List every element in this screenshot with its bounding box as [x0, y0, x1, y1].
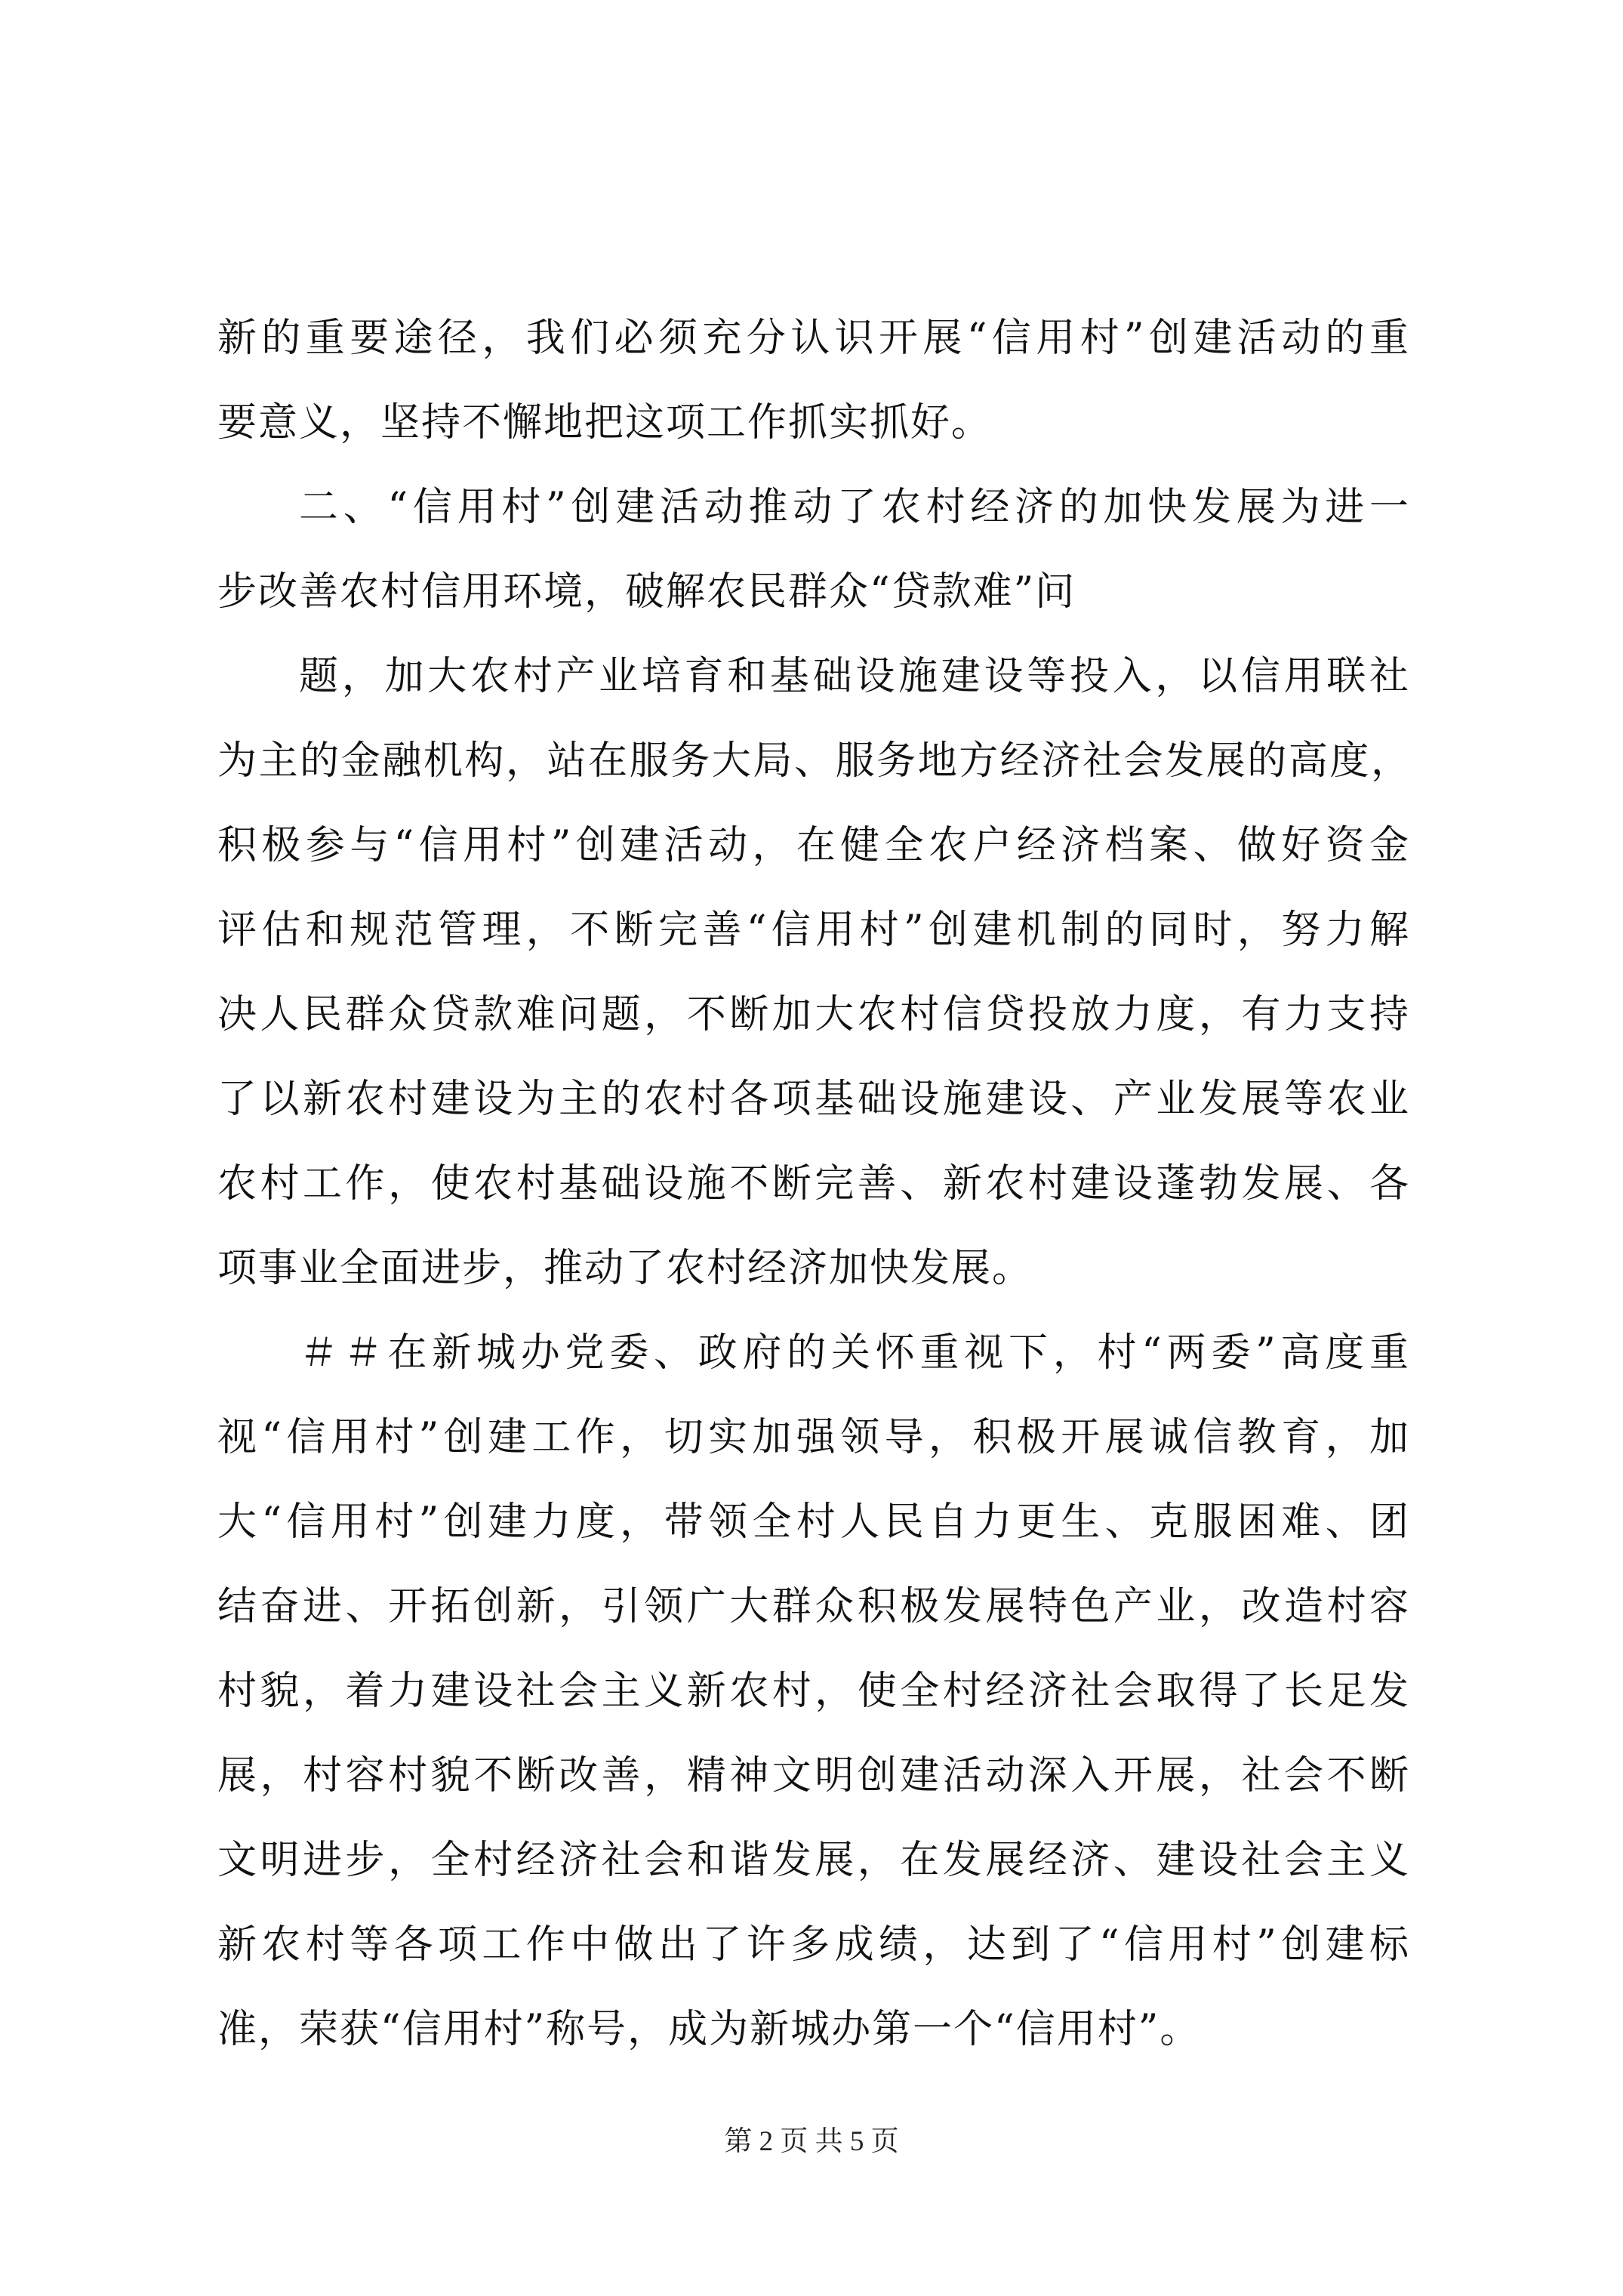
- text-line: 二、“信用村”创建活动推动了农村经济的加快发展为进一: [299, 485, 1410, 530]
- text-line: 要意义，坚持不懈地把这项工作抓实抓好。: [217, 400, 993, 445]
- text-line: 评估和规范管理，不断完善“信用村”创建机制的同时，努力解: [217, 908, 1410, 953]
- text-line: 展，村容村貌不断改善，精神文明创建活动深入开展，社会不断: [217, 1753, 1410, 1798]
- text-line: 农村工作，使农村基础设施不断完善、新农村建设蓬勃发展、各: [217, 1161, 1410, 1207]
- text-line: 题，加大农村产业培育和基础设施建设等投入，以信用联社: [299, 654, 1410, 699]
- text-line: 结奋进、开拓创新，引领广大群众积极发展特色产业，改造村容: [217, 1584, 1410, 1629]
- document-body: [217, 296, 1410, 2072]
- text-line: 积极参与“信用村”创建活动，在健全农户经济档案、做好资金: [217, 823, 1410, 868]
- text-line: 为主的金融机构，站在服务大局、服务地方经济社会发展的高度，: [217, 738, 1410, 784]
- text-line: 新农村等各项工作中做出了许多成绩，达到了“信用村”创建标: [217, 1922, 1410, 1968]
- text-line: 准，荣获“信用村”称号，成为新城办第一个“信用村”。: [217, 2007, 1201, 2052]
- page-number: 第 2 页 共 5 页: [724, 2126, 899, 2157]
- text-line: 大“信用村”创建力度，带领全村人民自力更生、克服困难、团: [217, 1499, 1410, 1545]
- text-line: 了以新农村建设为主的农村各项基础设施建设、产业发展等农业: [217, 1077, 1410, 1122]
- text-line: 文明进步，全村经济社会和谐发展，在发展经济、建设社会主义: [217, 1838, 1410, 1883]
- text-line: 村貌，着力建设社会主义新农村，使全村经济社会取得了长足发: [217, 1669, 1410, 1714]
- text-line: 视“信用村”创建工作，切实加强领导，积极开展诚信教育，加: [217, 1415, 1410, 1460]
- text-line: 步改善农村信用环境，破解农民群众“贷款难”问: [217, 569, 1076, 615]
- text-line: 决人民群众贷款难问题，不断加大农村信贷投放力度，有力支持: [217, 992, 1410, 1037]
- text-line: ＃＃在新城办党委、政府的关怀重视下，村“两委”高度重: [299, 1330, 1410, 1376]
- text-line: 项事业全面进步，推动了农村经济加快发展。: [217, 1246, 1033, 1291]
- text-line: 新的重要途径，我们必须充分认识开展“信用村”创建活动的重: [217, 316, 1410, 361]
